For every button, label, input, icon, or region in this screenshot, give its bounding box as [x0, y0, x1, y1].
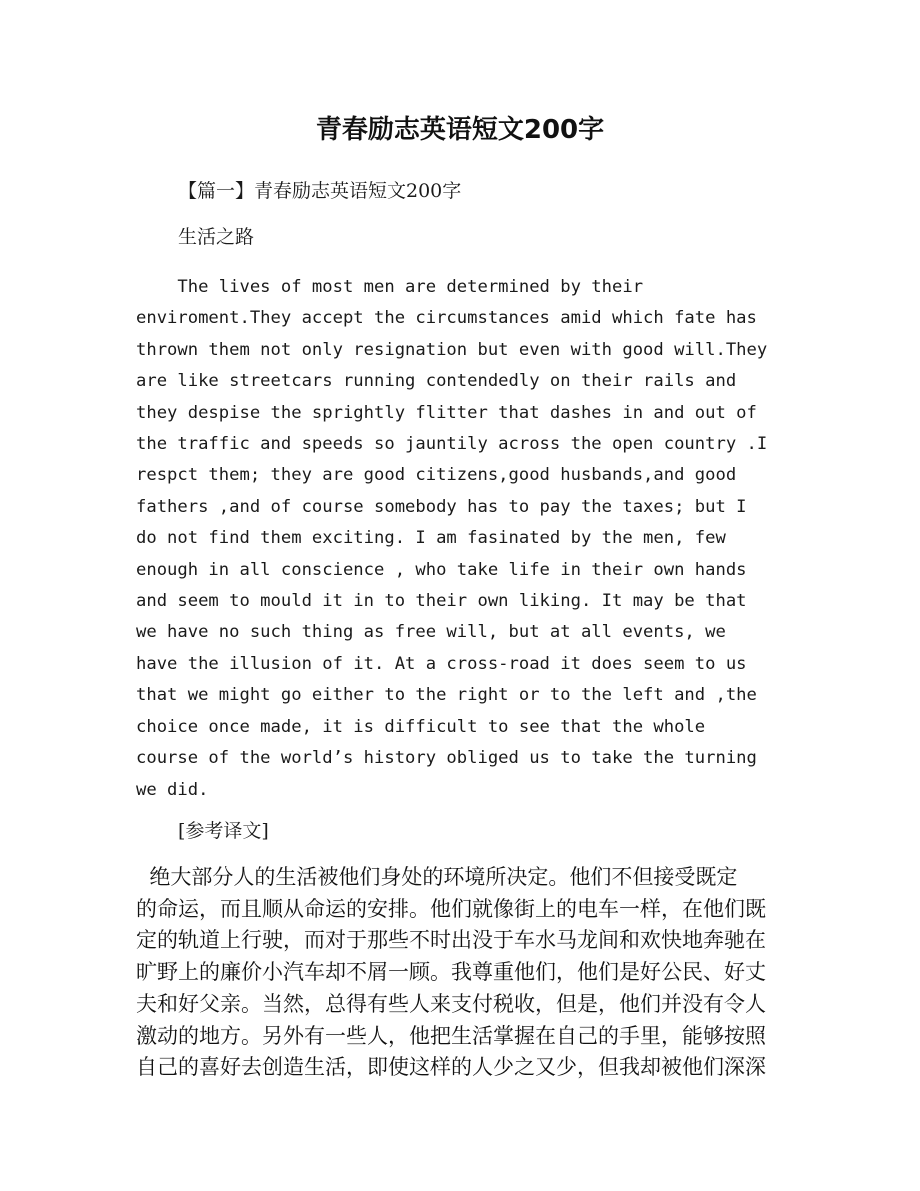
- english-paragraph: The lives of most men are determined by their enviroment.They accept the circumstances amid which fate has thrown them not only resignation but even with good will.They are like streetcars running contendedly on their rails and they despise the sprightly flitter that dashes in and out of the traffic and speeds so jauntily across the open country .I respct them; they are good citizens,good husbands,and good fathers ,and of course somebody has to pay the taxes; but I do not find them exciting. I am fasinated by the men, few enough in all conscience , who take life in their own hands and seem to mould it in to their own liking. It may be that we have no such thing as free will, but at all events, we have the illusion of it. At a cross-road it does seem to us that we might go either to the right or to the left and ,the choice once made, it is difficult to see that the whole course of the world’s history obliged us to take the turning we did.: [136, 277, 768, 800]
- section-heading: 【篇一】青春励志英语短文200字: [178, 180, 462, 202]
- chinese-translation-paragraph: 绝大部分人的生活被他们身处的环境所决定。他们不但接受既定 的命运，而且顺从命运的安排。他们就像街上的电车一样，在他们既 定的轨道上行驶，而对于那些不时出没于车水马龙间和欢快地奔驰在 旷野上的廉价小汽车却不屑一顾。我尊重他们，他们是好公民、好丈 夫和好父亲。当然，总得有些人来支付税收，但是，他们并没有令人 激动的地方。另外有一些人，他把生活掌握在自己的手里，能够按照 自己的喜好去创造生活，即使这样的人少之又少，但我却被他们深深: [136, 865, 766, 1080]
- article-subtitle: 生活之路: [178, 226, 255, 248]
- reference-translation-label: [参考译文]: [178, 820, 269, 842]
- page-title: 青春励志英语短文200字: [315, 115, 605, 145]
